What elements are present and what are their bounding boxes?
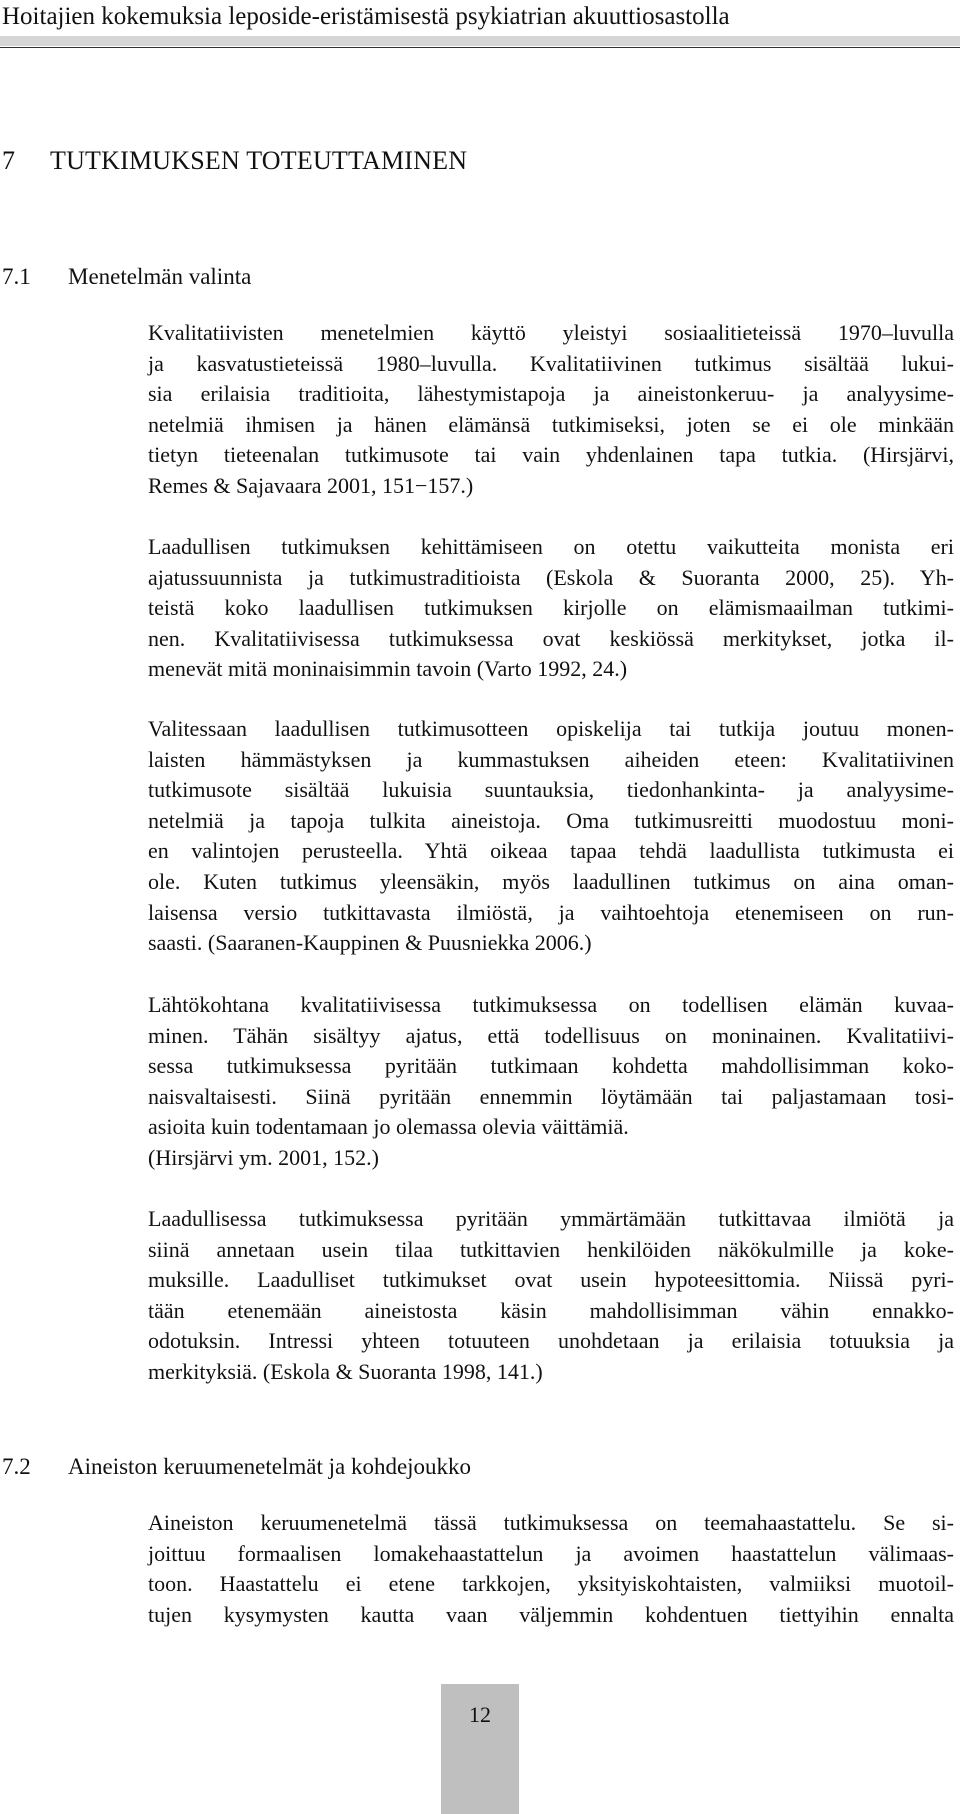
paragraph	[148, 532, 954, 685]
paragraph-line: siinä annetaan usein tilaa tutkittavien henkilöiden näkökulmille ja koke-	[148, 1236, 954, 1262]
paragraph-line: odotuksin. Intressi yhteen totuuteen unohdetaan ja erilaisia totuuksia ja	[148, 1328, 954, 1354]
paragraph-line: tujen kysymysten kautta vaan väljemmin kohdentuen tiettyihin ennalta	[148, 1601, 954, 1627]
paragraph-line: tietyn tieteenalan tutkimusote tai vain yhdenlainen tapa tutkia. (Hirsjärvi,	[148, 442, 954, 468]
running-header-rule	[0, 36, 960, 46]
page-number-tab	[441, 1684, 519, 1814]
paragraph-line: teistä koko laadullisen tutkimuksen kirjolle on elämismaailman tutkimi-	[148, 595, 954, 621]
paragraph-line: asioita kuin todentamaan jo olemassa olevia väittämiä.	[148, 1114, 629, 1140]
paragraph-line: en valintojen perusteella. Yhtä oikeaa tapaa tehdä laadullista tutkimusta ei	[148, 838, 954, 864]
paragraph-line: Remes & Sajavaara 2001, 151−157.)	[148, 472, 474, 498]
paragraph	[148, 990, 954, 1174]
running-header	[0, 0, 960, 48]
paragraph-line: sessa tutkimuksessa pyritään tutkimaan kohdetta mahdollisimman koko-	[148, 1053, 954, 1079]
paragraph	[148, 714, 954, 959]
paragraph-line: nen. Kvalitatiivisessa tutkimuksessa ovat keskiössä merkitykset, jotka il-	[148, 625, 954, 651]
paragraph-line: muksille. Laadulliset tutkimukset ovat usein hypoteesittomia. Niissä pyri-	[148, 1267, 954, 1293]
paragraph-line: ja kasvatustieteissä 1980–luvulla. Kvalitatiivinen tutkimus sisältää lukui-	[148, 350, 954, 376]
paragraph-line: laisten hämmästyksen ja kummastuksen aiheiden eteen: Kvalitatiivinen	[148, 746, 954, 772]
section-title: Aineiston keruumenetelmät ja kohdejoukko	[68, 1454, 472, 1479]
section-heading	[2, 1452, 471, 1482]
running-header-title: Hoitajien kokemuksia leposide-eristämisestä psykiatrian akuuttiosastolla	[2, 3, 730, 30]
paragraph-line: Valitessaan laadullisen tutkimusotteen opiskelija tai tutkija joutuu monen-	[148, 716, 954, 741]
paragraph-line: merkityksiä. (Eskola & Suoranta 1998, 141.)	[148, 1358, 543, 1384]
section-number: 7.1	[2, 264, 31, 289]
paragraph-line: netelmiä ihmisen ja hänen elämänsä tutkimiseksi, joten se ei ole minkään	[148, 411, 954, 437]
paragraph-line: ajatussuunnista ja tutkimustraditioista (Eskola & Suoranta 2000, 25). Yh-	[148, 564, 954, 590]
paragraph-line: Lähtökohtana kvalitatiivisessa tutkimuksessa on todellisen elämän kuvaa-	[148, 992, 954, 1017]
paragraph	[148, 1508, 954, 1630]
paragraph-line: tään etenemään aineistosta käsin mahdollisimman vähin ennakko-	[148, 1297, 954, 1323]
chapter-heading	[2, 144, 467, 178]
paragraph-line: naisvaltaisesti. Siinä pyritään ennemmin löytämään tai paljastamaan tosi-	[148, 1083, 954, 1109]
paragraph	[148, 318, 954, 502]
section-heading	[2, 262, 251, 292]
paragraph-line: Aineiston keruumenetelmä tässä tutkimuksessa on teemahaastattelu. Se si-	[148, 1510, 954, 1535]
paragraph-line: toon. Haastattelu ei etene tarkkojen, yksityiskohtaisten, valmiiksi muotoil-	[148, 1571, 954, 1597]
paragraph-line: joittuu formaalisen lomakehaastattelun ja avoimen haastattelun välimaas-	[148, 1540, 954, 1566]
paragraph-line: Laadullisessa tutkimuksessa pyritään ymmärtämään tutkittavaa ilmiötä ja	[148, 1206, 954, 1231]
paragraph-line: menevät mitä moninaisimmin tavoin (Varto 1992, 24.)	[148, 656, 628, 682]
paragraph	[148, 1204, 954, 1388]
page-number: 12	[469, 1702, 491, 1727]
paragraph-line: Kvalitatiivisten menetelmien käyttö yleistyi sosiaalitieteissä 1970–luvulla	[148, 320, 954, 345]
paragraph-line: sia erilaisia traditioita, lähestymistapoja ja aineistonkeruu- ja analyysime-	[148, 381, 954, 407]
paragraph-line: ole. Kuten tutkimus yleensäkin, myös laadullinen tutkimus on aina oman-	[148, 868, 954, 894]
paragraph-line: tutkimusote sisältää lukuisia suuntauksia, tiedonhankinta- ja analyysime-	[148, 777, 954, 803]
chapter-title: TUTKIMUKSEN TOTEUTTAMINEN	[50, 146, 468, 175]
section-title: Menetelmän valinta	[68, 264, 252, 289]
paragraph-line: netelmiä ja tapoja tulkita aineistoja. Oma tutkimusreitti muodostuu moni-	[148, 807, 954, 833]
section-number: 7.2	[2, 1454, 31, 1479]
paragraph-line: laisensa versio tutkittavasta ilmiöstä, ja vaihtoehtoja etenemiseen on run-	[148, 899, 954, 925]
paragraph-line: saasti. (Saaranen-Kauppinen & Puusniekka 2006.)	[148, 930, 592, 956]
paragraph-line: Laadullisen tutkimuksen kehittämiseen on otettu vaikutteita monista eri	[148, 534, 954, 559]
paragraph-line: (Hirsjärvi ym. 2001, 152.)	[148, 1144, 379, 1170]
chapter-number: 7	[2, 146, 16, 175]
paragraph-line: minen. Tähän sisältyy ajatus, että todellisuus on moninainen. Kvalitatiivi-	[148, 1022, 954, 1048]
